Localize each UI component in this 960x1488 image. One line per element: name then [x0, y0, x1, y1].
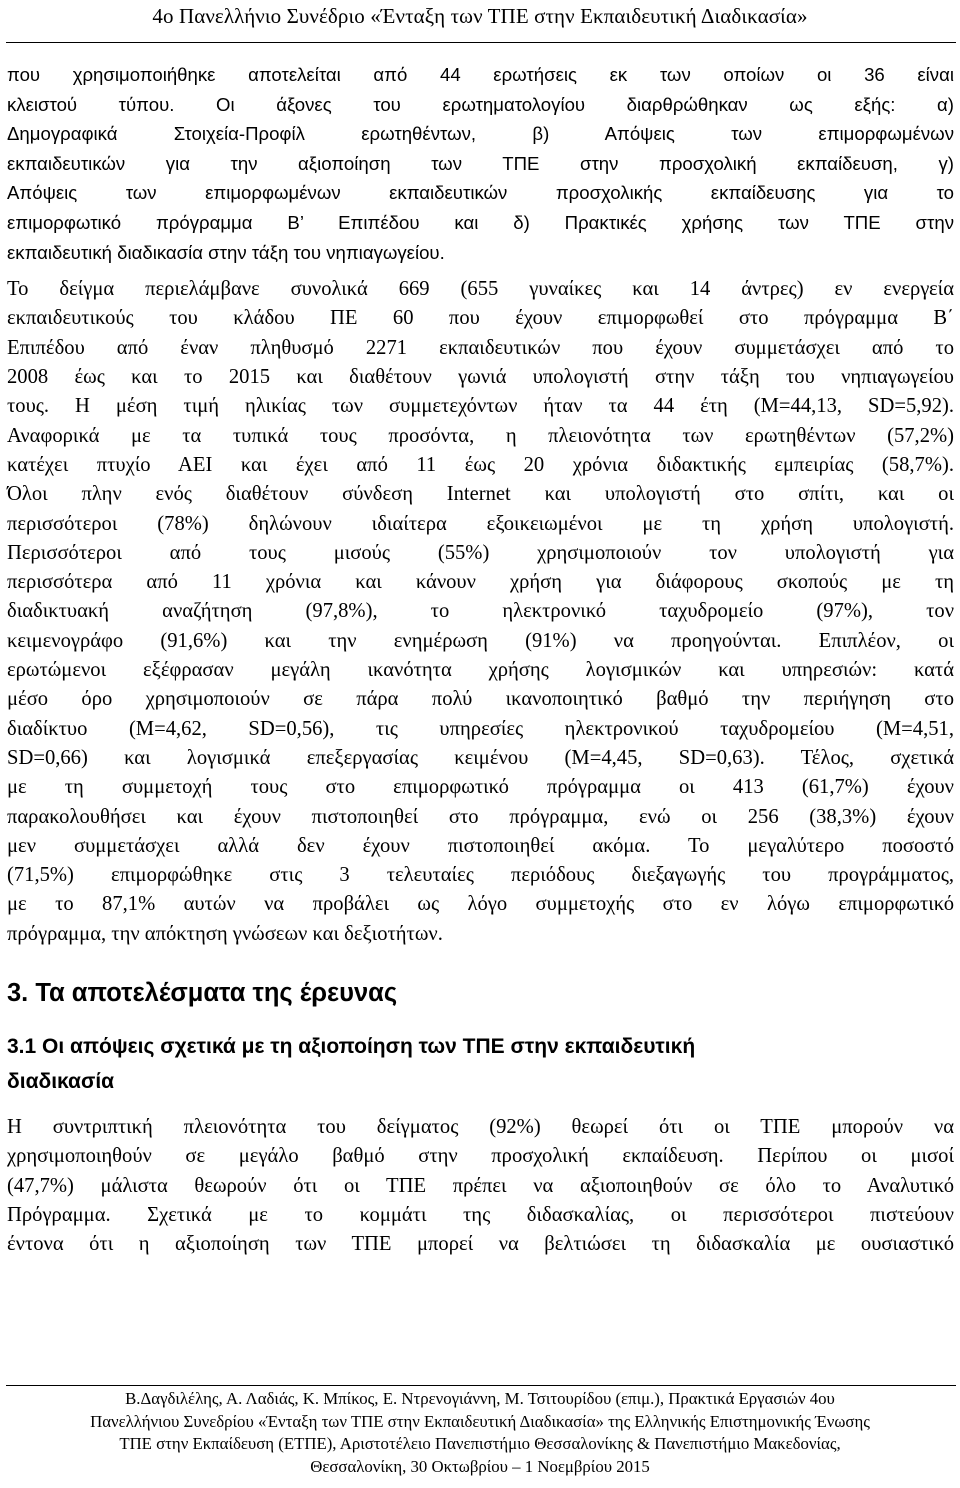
text-line: περισσότεροι (78%) δηλώνουν ιδιαίτερα εξοικειωμένοι με τη χρήση υπολογιστή.	[7, 512, 954, 535]
header-divider	[6, 42, 956, 43]
text-line: κλειστού τύπου. Οι άξονες του ερωτηματολογίου διαρθρώθηκαν ως εξής: α)	[7, 93, 954, 115]
text-line: Το δείγμα περιελάμβανε συνολικά 669 (655 γυναίκες και 14 άντρες) εν ενεργεία	[7, 278, 954, 301]
paragraph-sample-description	[7, 275, 954, 949]
footer-line: Β.Δαγδιλέλης, Α. Λαδιάς, Κ. Μπίκος, Ε. Ντρενογιάννη, Μ. Τσιτουρίδου (επιμ.), Πρακτικά Εργασιών 4ου	[125, 1389, 835, 1408]
text-line: Πρόγραμμα. Σχετικά με το κομμάτι της διδασκαλίας, οι περισσότεροι πιστεύουν	[7, 1203, 954, 1226]
text-line: Απόψεις των επιμορφωμένων εκπαιδευτικών προσχολικής εκπαίδευσης για το	[7, 182, 954, 204]
text-line: έντονα ότι η αξιοποίηση των ΤΠΕ μπορεί να βελτιώσει τη διδασκαλία με ουσιαστικό	[7, 1233, 954, 1256]
text-line: πρόγραμμα, την απόκτηση γνώσεων και δεξιοτήτων.	[7, 922, 443, 945]
footer-line: ΤΠΕ στην Εκπαίδευση (ΕΤΠΕ), Αριστοτέλειο Πανεπιστήμιο Θεσσαλονίκης & Πανεπιστήμιο Μακεδονίας,	[119, 1434, 841, 1453]
text-line: ερωτώμενοι εξέφρασαν μεγάλη ικανότητα χρήσης λογισμικών και υπηρεσιών: κατά	[7, 659, 954, 682]
text-line: διαδίκτυο (M=4,62, SD=0,56), τις υπηρεσίες ηλεκτρονικού ταχυδρομείου (M=4,51,	[7, 717, 954, 740]
text-line: τους. Η μέση τιμή ηλικίας των συμμετεχόντων ήταν τα 44 έτη (M=44,13, SD=5,92).	[7, 395, 954, 418]
text-line: με τη συμμετοχή τους στο επιμορφωτικό πρόγραμμα οι 413 (61,7%) έχουν	[7, 776, 954, 799]
text-line: περισσότερα από 11 χρόνια και κάνουν χρήση για διάφορους σκοπούς με τη	[7, 571, 954, 594]
heading-line: διαδικασία	[7, 1069, 115, 1093]
text-line: Περισσότεροι από τους μισούς (55%) χρησιμοποιούν τον υπολογιστή για	[7, 541, 954, 564]
text-line: κειμενογράφο (91,6%) και την ενημέρωση (91%) να προηγούνται. Επιπλέον, οι	[7, 629, 954, 652]
text-line: 2008 έως και το 2015 και διαθέτουν γωνιά υπολογιστή στην τάξη του νηπιαγωγείου	[7, 366, 954, 389]
text-line: που χρησιμοποιήθηκε αποτελείται από 44 ερωτήσεις εκ των οποίων οι 36 είναι	[7, 64, 954, 85]
text-line: παρακολουθήσει και έχουν πιστοποιηθεί στο πρόγραμμα, ενώ οι 256 (38,3%) έχουν	[7, 805, 954, 828]
subsection-heading	[7, 1029, 954, 1099]
text-line: Δημογραφικά Στοιχεία-Προφίλ ερωτηθέντων, β) Απόψεις των επιμορφωμένων	[7, 123, 954, 145]
text-line: εκπαιδευτικούς του κλάδου ΠΕ 60 που έχουν επιμορφωθεί στο πρόγραμμα Β΄	[7, 307, 954, 330]
footer-divider	[6, 1385, 956, 1386]
paragraph-questionnaire-axes	[7, 60, 954, 267]
text-line: χρησιμοποιηθούν σε μεγάλο βαθμό στην προσχολική εκπαίδευση. Περίπου οι μισοί	[7, 1145, 954, 1168]
text-line: μεν συμμετάσχει αλλά δεν έχουν πιστοποιηθεί ακόμα. Το μεγαλύτερο ποσοστό	[7, 834, 954, 857]
paragraph-ict-views	[7, 1113, 954, 1259]
text-line: με το 87,1% αυτών να προβάλει ως λόγο συμμετοχής στο εν λόγω επιμορφωτικό	[7, 893, 954, 916]
text-line: (71,5%) επιμορφώθηκε στις 3 τελευταίες περιόδους διεξαγωγής του προγράμματος,	[7, 864, 954, 887]
text-line: κατέχει πτυχίο ΑΕΙ και έχει από 11 έως 20 χρόνια διδακτικής εμπειρίας (58,7%).	[7, 453, 954, 476]
text-line: (47,7%) μάλιστα θεωρούν ότι οι ΤΠΕ πρέπει να αξιοποιηθούν σε όλο το Αναλυτικό	[7, 1174, 954, 1197]
text-line: SD=0,66) και λογισμικά επεξεργασίας κειμένου (M=4,45, SD=0,63). Τέλος, σχετικά	[7, 746, 954, 769]
running-header: 4ο Πανελλήνιο Συνέδριο «Ένταξη των ΤΠΕ στην Εκπαιδευτική Διαδικασία»	[152, 4, 808, 28]
text-line: διαδικτυακή αναζήτηση (97,8%), το ηλεκτρονικό ταχυδρομείο (97%), τον	[7, 600, 954, 623]
page-body	[7, 60, 954, 1259]
text-line: Όλοι πλην ενός διαθέτουν σύνδεση Internet και υπολογιστή στο σπίτι, και οι	[7, 483, 954, 506]
heading-line: 3.1 Οι απόψεις σχετικά με τη αξιοποίηση των ΤΠΕ στην εκπαιδευτική	[7, 1034, 696, 1058]
section-heading: 3. Τα αποτελέσματα της έρευνας	[7, 978, 398, 1007]
text-line: επιμορφωτικό πρόγραμμα Β’ Επιπέδου και δ) Πρακτικές χρήσης των ΤΠΕ στην	[7, 211, 954, 233]
page-footer	[0, 1388, 960, 1478]
footer-line: Πανελλήνιου Συνεδρίου «Ένταξη των ΤΠΕ στην Εκπαιδευτική Διαδικασία» της Ελληνικής Επιστημονικής Ένωσης	[90, 1411, 870, 1431]
text-line: Η συντριπτική πλειονότητα του δείγματος (92%) θεωρεί ότι οι ΤΠΕ μπορούν να	[7, 1115, 954, 1138]
text-line: μέσο όρο χρησιμοποιούν σε πάρα πολύ ικανοποιητικό βαθμό την περιήγηση στο	[7, 688, 954, 711]
text-line: Αναφορικά με τα τυπικά τους προσόντα, η πλειονότητα των ερωτηθέντων (57,2%)	[7, 424, 954, 447]
text-line: εκπαιδευτική διαδικασία στην τάξη του νηπιαγωγείου.	[7, 241, 445, 263]
text-line: εκπαιδευτικών για την αξιοποίηση των ΤΠΕ στην προσχολική εκπαίδευση, γ)	[7, 152, 954, 174]
text-line: Επιπέδου από έναν πληθυσμό 2271 εκπαιδευτικών που έχουν συμμετάσχει από το	[7, 336, 954, 359]
footer-line: Θεσσαλονίκη, 30 Οκτωβρίου – 1 Νοεμβρίου 2015	[310, 1456, 650, 1476]
